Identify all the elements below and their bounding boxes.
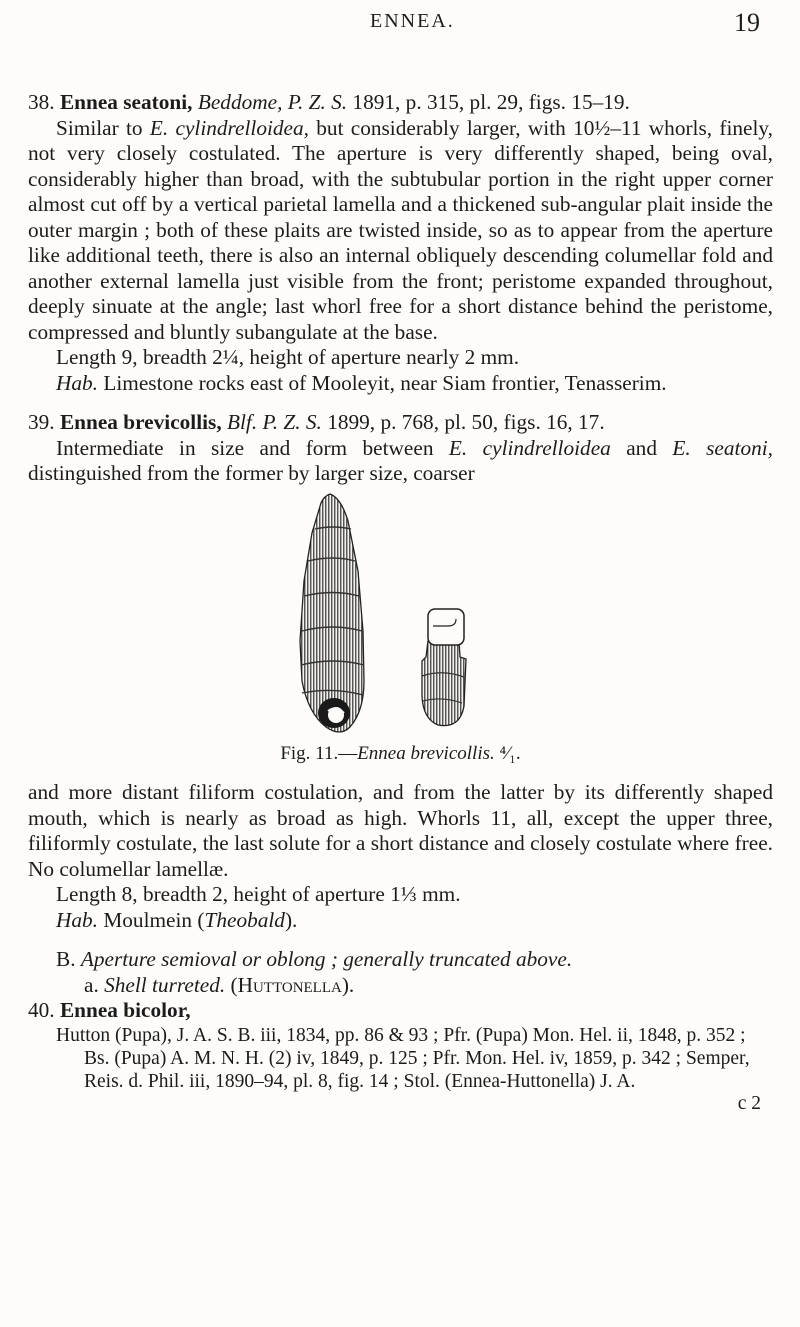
species-name: Ennea bicolor, [59,998,191,1022]
page-number: 19 [734,8,760,37]
species-39-intro: Intermediate in size and form between E. cylindrelloidea and E. seatoni, distinguished from the former by larger size, coarser [28,435,773,485]
species-number: 40. [28,998,55,1022]
key-subsection-a: a. Shell turreted. (Huttonella). [84,972,355,997]
species-38-measurements: Length 9, breadth 2¼, height of aperture nearly 2 mm. [56,345,520,369]
figure-caption: Fig. 11.—Ennea brevicollis. ⁴⁄₁. [280,742,521,764]
species-38-description: Similar to E. cylindrelloidea, but considerably larger, with 10½–11 whorls, finely, not very closely costulated. The aperture is very differently shaped, being oval, considerably higher than broad, with the subtubular portion in the right upper corner almost cut off by a vertical parietal lamella and a thickened sub-angular plait inside the outer margin ; both of these plaits are twisted inside, so as to appear from the aperture like additional teeth, there is also an internal obliquely descending columellar fold and another external lamella just visible from the front; peristome expanded throughout, deeply sinuate at the angle; last whorl free for a short distance behind the peristome, compressed and bluntly subangulate at the base. [28,115,773,344]
species-authority: Blf. P. Z. S. [227,410,322,434]
shell-front-view [300,494,364,732]
species-39-habitat: Hab. Moulmein (Theobald). [56,907,298,932]
species-38-habitat: Hab. Limestone rocks east of Mooleyit, near Siam frontier, Tenasserim. [56,370,667,395]
species-39-continuation: and more distant filiform costulation, and from the latter by its differently shaped mouth, which is nearly as broad as high. Whorls 11, all, except the upper three, filiformly costulate, the last solute for a short distance and closely costulate where free. No columellar lamellæ. [28,780,773,881]
page-body [28,90,773,1115]
key-section-b: B. Aperture semioval or oblong ; generally truncated above. [56,947,573,971]
species-40-references: Hutton (Pupa), J. A. S. B. iii, 1834, pp. 86 & 93 ; Pfr. (Pupa) Mon. Hel. ii, 1848, p. 352 ; Bs. (Pupa) A. M. N. H. (2) iv, 1849, p. 125 ; Pfr. Mon. Hel. iv, 1859, p. 342 ; Semper, Reis. d. Phil. iii, 1890–94, pl. 8, fig. 14 ; Stol. (Ennea-Huttonella) J. A. [56,1024,750,1092]
species-number: 39. [28,410,55,434]
species-39-measurements: Length 8, breadth 2, height of aperture 1⅓ mm. [56,882,461,906]
species-number: 38. [28,90,55,114]
running-head: ENNEA. [370,10,455,32]
species-authority: Beddome, P. Z. S. [197,90,348,114]
species-38-heading [28,90,773,116]
signature-mark: c 2 [737,1092,761,1114]
species-name: Ennea seatoni, [59,90,193,114]
figure-11 [28,491,773,739]
species-name: Ennea brevicollis, [59,410,222,434]
page-header [0,4,800,44]
species-citation: 1899, p. 768, pl. 50, figs. 16, 17. [327,410,605,434]
species-citation: 1891, p. 315, pl. 29, figs. 15–19. [352,90,630,114]
shell-illustration [28,491,773,739]
species-39-heading [28,410,773,436]
species-40-heading [28,998,773,1024]
shell-aperture-view [422,609,466,726]
